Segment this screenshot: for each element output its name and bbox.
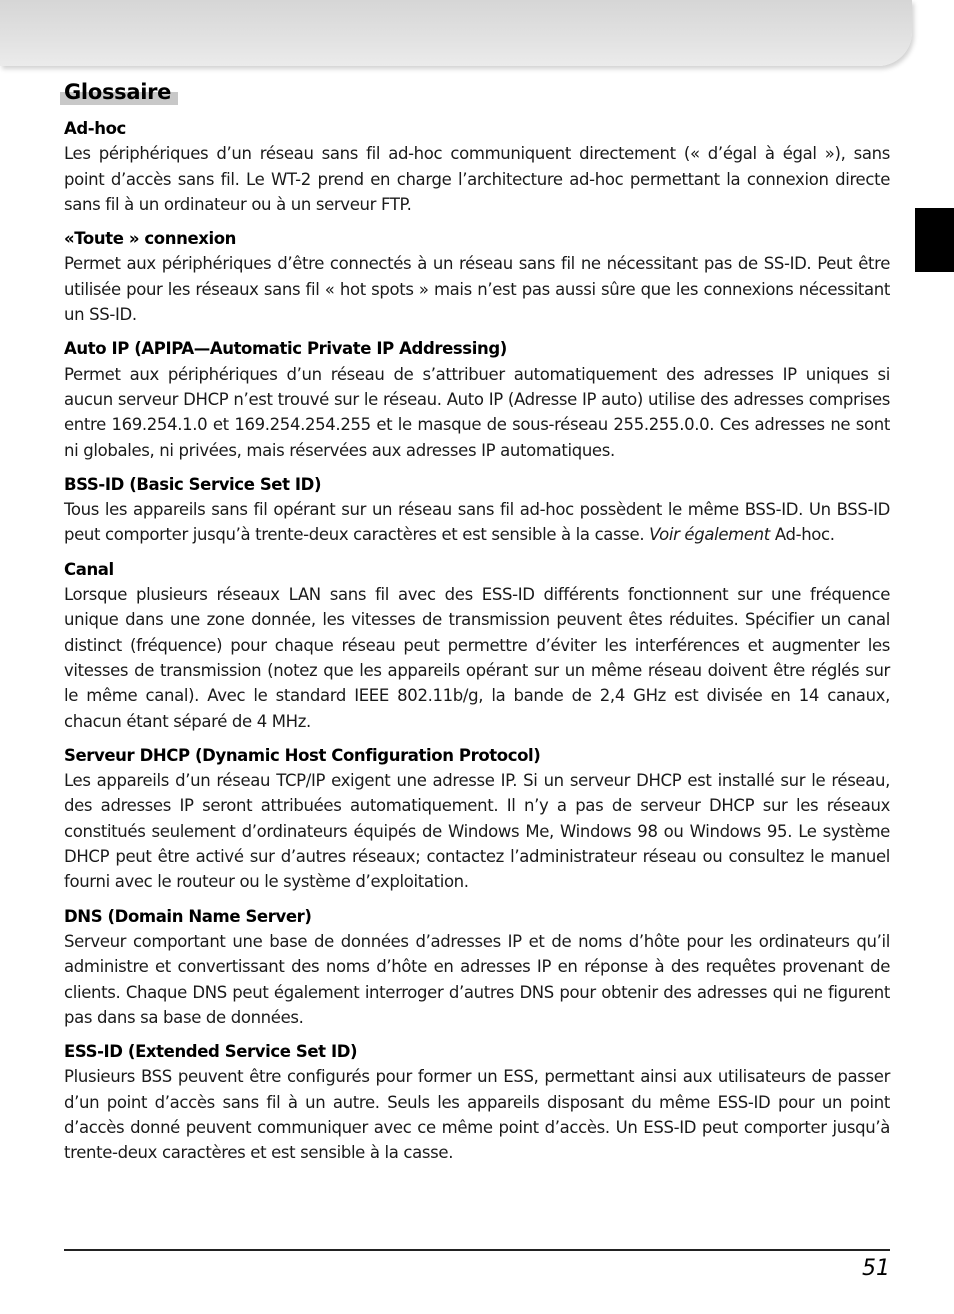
- glossary-definition: Permet aux périphériques d’être connectés à un réseau sans fil ne nécessitant pas de SS-ID. Peut être utilisée pour les réseaux sans fil « hot spots » mais n’est pas aussi sûre que les connexions nécessitant un SS-ID.: [64, 254, 890, 325]
- glossary-entry-canal: [64, 557, 890, 734]
- see-also-label: Voir également: [649, 525, 770, 545]
- glossary-definition: Les périphériques d’un réseau sans fil ad-hoc communiquent directement (« d’égal à égal »), sans point d’accès sans fil. Le WT-2 prend en charge l’architecture ad-hoc permettant la connexion directe sans fil à un ordinateur ou à un serveur FTP.: [64, 144, 890, 214]
- page-number: 51: [862, 1256, 890, 1281]
- see-also-target: Ad-hoc: [774, 525, 830, 545]
- glossary-entry-auto-ip: [64, 336, 890, 462]
- section-tab-marker: [915, 208, 954, 272]
- glossary-definition: Plusieurs BSS peuvent être configurés pour former un ESS, permettant ainsi aux utilisateurs de passer d’un point d’accès sans fil à un autre. Seuls les appareils disposant du même ESS-ID pour un point d’accès donné peuvent communiquer avec ce même point d’accès. Un ESS-ID peut comporter jusqu’à trente-deux caractères et est sensible à la casse.: [64, 1067, 890, 1163]
- glossary-term: Ad-hoc: [64, 119, 126, 138]
- glossary-term: «Toute » connexion: [64, 229, 237, 249]
- glossary-entry-toute-connexion: [64, 226, 890, 327]
- glossary-content: [64, 78, 890, 1175]
- glossary-term: Serveur DHCP (Dynamic Host Configuration Protocol): [64, 745, 541, 765]
- glossary-term: BSS-ID (Basic Service Set ID): [64, 474, 322, 494]
- glossary-definition: Tous les appareils sans fil opérant sur un réseau sans fil ad-hoc possèdent le même BSS-ID. Un BSS-ID peut comporter jusqu’à trente-deux caractères et est sensible à la casse. Voir également Ad-hoc.: [64, 500, 890, 545]
- glossary-definition: Lorsque plusieurs réseaux LAN sans fil avec des ESS-ID différents fonctionnent sur une fréquence unique dans une zone donnée, les vitesses de transmission peuvent êtes réduites. Spécifier un canal distinct (fréquence) pour chaque réseau peut permettre d’éviter les interférences et augmenter les vitesses de transmission (notez que les appareils opérant sur un même réseau doivent être réglés sur le même canal). Avec le standard IEEE 802.11b/g, la bande de 2,4 GHz est divisée en 14 canaux, chacun étant séparé de 4 MHz.: [64, 585, 890, 731]
- header-band: [0, 0, 912, 66]
- page-title: Glossaire: [64, 80, 172, 104]
- definition-text: Tous les appareils sans fil opérant sur un réseau sans fil ad-hoc possèdent le même BSS-ID. Un BSS-ID peut comporter jusqu’à trente-deux caractères et est sensible à la casse.: [64, 500, 890, 545]
- glossary-definition: Permet aux périphériques d’un réseau de s’attribuer automatiquement des adresses IP uniques si aucun serveur DHCP n’est trouvé sur le réseau. Auto IP (Adresse IP auto) utilise des adresses comprises entre 169.254.1.0 et 169.254.254.255 et le masque de sous-réseau 255.255.0.0. Ces adresses ne sont ni globales, ni privées, mais réservées aux adresses IP automatiques.: [64, 364, 890, 460]
- glossary-term: Auto IP (APIPA—Automatic Private IP Addressing): [64, 339, 507, 359]
- glossary-term: ESS-ID (Extended Service Set ID): [64, 1042, 358, 1062]
- glossary-term: Canal: [64, 559, 114, 579]
- footer-rule: [64, 1249, 890, 1251]
- page-title-block: [64, 78, 171, 108]
- glossary-term: DNS (Domain Name Server): [64, 906, 312, 926]
- glossary-entry-serveur-dhcp: [64, 743, 890, 895]
- glossary-definition: Les appareils d’un réseau TCP/IP exigent une adresse IP. Si un serveur DHCP est installé sur le réseau, des adresses IP seront attribuées automatiquement. Il n’y a pas de serveur DHCP sur les réseaux constitués seulement d’ordinateurs équipés de Windows Me, Windows 98 ou Windows 95. Le système DHCP peut être activé sur d’autres réseaux; contactez l’administrateur réseau ou consultez le manuel fourni avec le routeur ou le système d’exploitation.: [64, 771, 890, 892]
- glossary-entry-ad-hoc: [64, 116, 890, 217]
- glossary-entry-bss-id: [64, 472, 890, 548]
- glossary-entry-ess-id: [64, 1039, 890, 1165]
- glossary-definition: Serveur comportant une base de données d’adresses IP et de noms d’hôte pour les ordinateurs qu’il administre et convertissant des noms d’hôte en adresses IP en réponse à des requêtes provenant de clients. Chaque DNS peut également interroger d’autres DNS pour obtenir des adresses qui ne figurent pas dans sa base de données.: [64, 931, 890, 1027]
- glossary-entry-dns: [64, 904, 890, 1030]
